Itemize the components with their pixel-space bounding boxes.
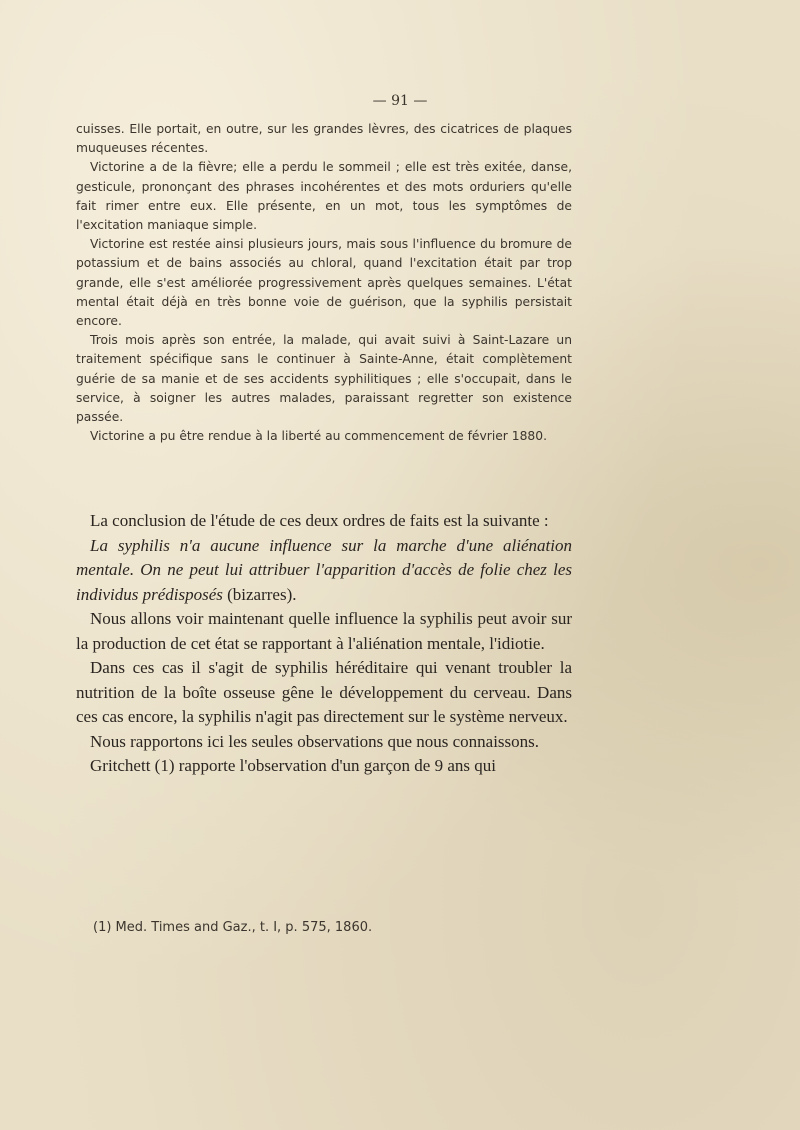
paragraph: Nous rapportons ici les seules observations que nous connaissons. (90, 731, 540, 751)
conclusion-italic: La syphilis n'a aucune influence sur la marche d'une aliénation mentale. On ne peut lui attribuer l'apparition d'accès de folie chez les individus prédisposés (76, 535, 572, 604)
footnote: (1) Med. Times and Gaz., t. I, p. 575, 1860. (93, 920, 373, 935)
paragraph: Victorine a pu être rendue à la liberté au commencement de février 1880. (90, 429, 547, 444)
paragraph: Dans ces cas il s'agit de syphilis héréditaire qui venant troubler la nutrition de la boîte osseuse gêne le développement du cerveau. Dans ces cas encore, la syphilis n'agit pas directement sur le système nerveux. (76, 658, 572, 726)
conclusion-statement (76, 534, 572, 608)
paragraph: Trois mois après son entrée, la malade, qui avait suivi à Saint-Lazare un traitement spécifique sans le continuer à Sainte-Anne, était complètement guérie de sa manie et de ses accidents syphilitiques ; elle s'occupait, dans le service, à soigner les autres malades, paraissant regretter son existence passée. (76, 333, 572, 425)
conclusion-tail: (bizarres). (222, 584, 297, 604)
paragraph: Nous allons voir maintenant quelle influence la syphilis peut avoir sur la production de cet état se rapportant à l'aliénation mentale, l'idiotie. (76, 609, 572, 653)
main-text (76, 509, 572, 779)
observation-text (76, 120, 572, 446)
paragraph: Victorine est restée ainsi plusieurs jours, mais sous l'influence du bromure de potassium et de bains associés au chloral, quand l'excitation était par trop grande, elle s'est améliorée progressivement après quelques semaines. L'état mental était déjà en très bonne voie de guérison, que la syphilis persistait encore. (76, 237, 572, 329)
paragraph: Gritchett (1) rapporte l'observation d'un garçon de 9 ans qui (90, 756, 496, 775)
paragraph: Victorine a de la fièvre; elle a perdu le sommeil ; elle est très exitée, danse, gesticule, prononçant des phrases incohérentes et des mots orduriers qu'elle fait rimer entre eux. Elle présente, en un mot, tous les symptômes de l'excitation maniaque simple. (76, 160, 572, 233)
paragraph: cuisses. Elle portait, en outre, sur les grandes lèvres, des cicatrices de plaques muqueuses récentes. (76, 122, 572, 156)
page-number: — 91 — (372, 93, 428, 109)
conclusion-intro: La conclusion de l'étude de ces deux ordres de faits est la suivante : (90, 511, 549, 530)
